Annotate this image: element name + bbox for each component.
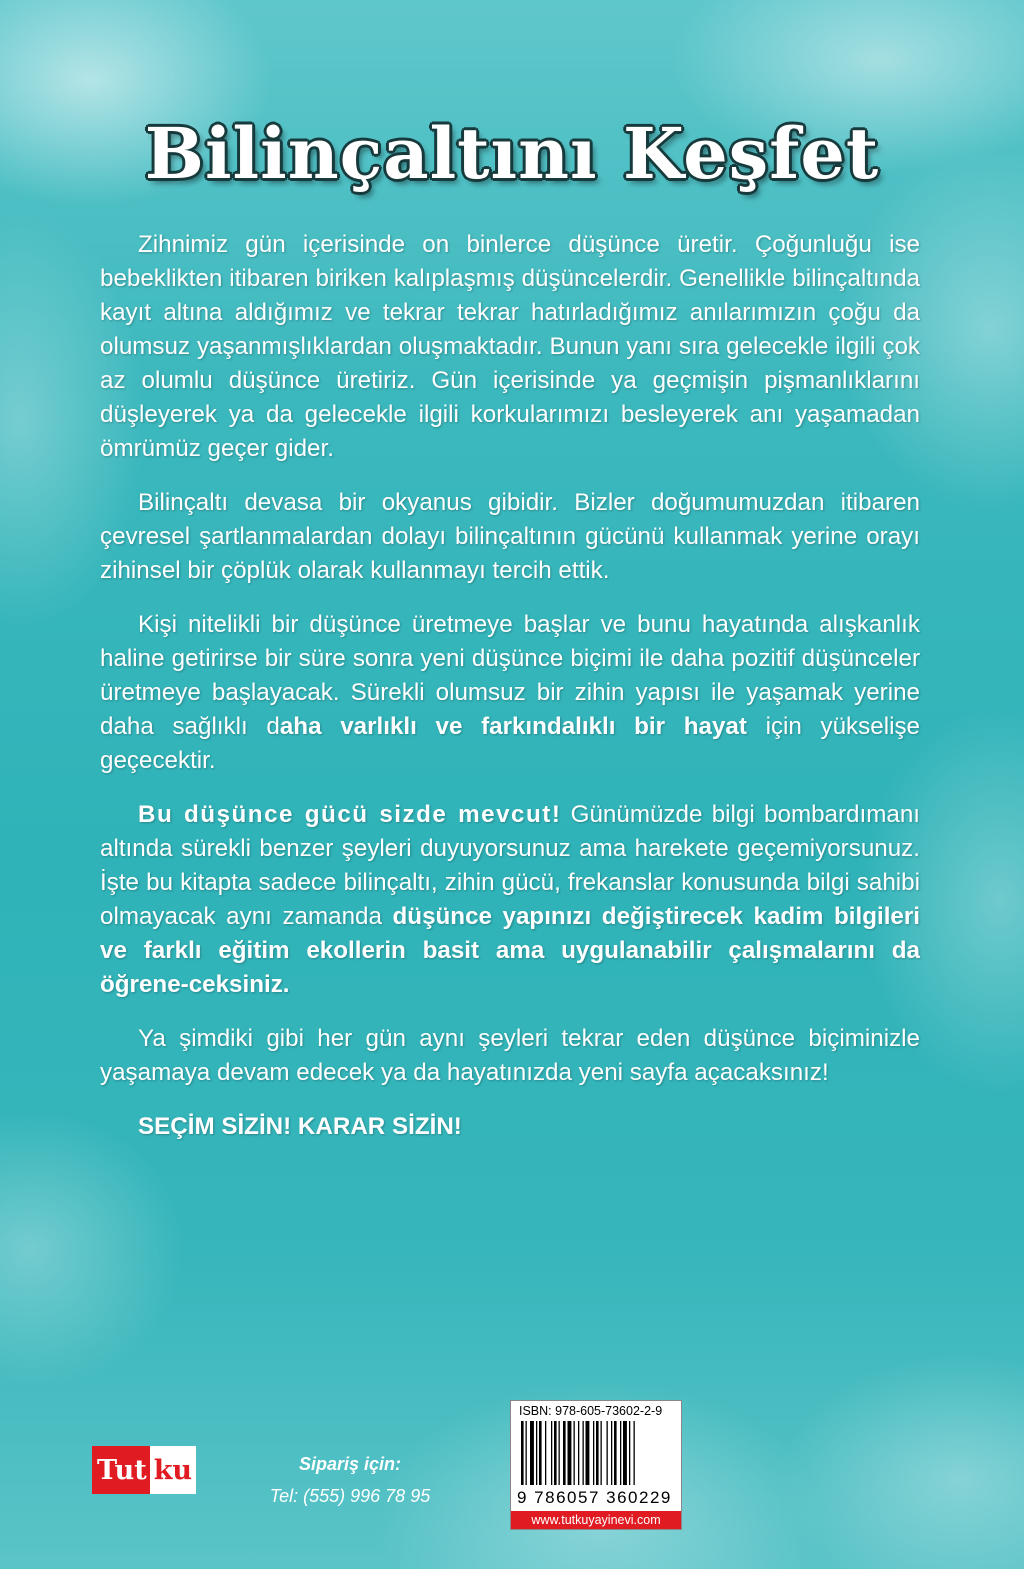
barcode-number: 9 786057 360229	[517, 1488, 672, 1507]
paragraph-4	[100, 798, 920, 1002]
order-phone: Tel: (555) 996 78 95	[269, 1486, 431, 1506]
paragraph-4-text: Günümüzde bilgi bombardımanı altında sürekli benzer şeyleri duyuyorsunuz ama harekete geçemiyorsunuz. İşte bu kitapta sadece bilinçaltı, zihin gücü, frekanslar konusunda bilgi sahibi olmayacak aynı zamanda	[100, 801, 920, 930]
publisher-website: www.tutkuyayinevi.com	[511, 1511, 681, 1529]
isbn-text: ISBN: 978-605-73602-2-9	[519, 1404, 663, 1418]
paragraph-3	[100, 608, 920, 778]
closing-line: SEÇİM SİZİN! KARAR SİZİN!	[138, 1113, 462, 1140]
paragraph-4-bold: düşünce yapınızı değiştirecek kadim bilgileri ve farklı eğitim ekollerin basit ama uygulanabilir çalışmalarını da öğrene-ceksiniz.	[100, 903, 920, 998]
barcode-box	[510, 1400, 682, 1530]
order-info	[250, 1448, 450, 1512]
paragraph-5: Ya şimdiki gibi her gün aynı şeyleri tekrar eden düşünce biçiminizle yaşamaya devam edecek ya da hayatınızda yeni sayfa açacaksınız!	[100, 1025, 920, 1086]
paragraph-3-text: Kişi nitelikli bir düşünce üretmeye başlar ve bunu hayatında alışkanlık haline getirirse bir süre sonra yeni düşünce biçimi ile daha pozitif düşünceler üretmeye başlayacak. Sürekli olumsuz bir zihin yapısı ile yaşamak yerine daha sağlıklı d	[100, 611, 920, 740]
publisher-logo	[92, 1446, 196, 1494]
barcode-icon	[519, 1421, 673, 1487]
paragraph-3-end: için yükselişe geçecektir.	[100, 713, 920, 774]
order-label: Sipariş için:	[298, 1454, 402, 1474]
book-title: Bilinçaltını Keşfet	[144, 112, 880, 195]
paragraph-2: Bilinçaltı devasa bir okyanus gibidir. Bizler doğumumuzdan itibaren çevresel şartlanmalardan dolayı bilinçaltının gücünü kullanmak yerine orayı zihinsel bir çöplük olarak kullanmayı tercih ettik.	[100, 489, 920, 584]
back-cover-text	[100, 228, 920, 1164]
paragraph-1: Zihnimiz gün içerisinde on binlerce düşünce üretir. Çoğunluğu ise bebeklikten itibaren biriken kalıplaşmış düşüncelerdir. Genellikle bilinçaltında kayıt altına aldığımız ve tekrar tekrar hatırladığımız anılarımızın çoğu da olumsuz yaşanmışlıklardan oluşmaktadır. Bunun yanı sıra gelecekle ilgili çok az olumlu düşünce üretiriz. Gün içerisinde ya geçmişin pişmanlıklarını düşleyerek ya da gelecekle ilgili korkularımızı besleyerek anı yaşamadan ömrümüz geçer gider.	[100, 231, 920, 462]
logo-red-part: Tut	[92, 1446, 150, 1494]
paragraph-3-bold: aha varlıklı ve farkındalıklı bir hayat	[279, 713, 747, 740]
logo-white-part: ku	[150, 1446, 196, 1494]
paragraph-4-lead: Bu düşünce gücü sizde mevcut!	[138, 801, 562, 828]
